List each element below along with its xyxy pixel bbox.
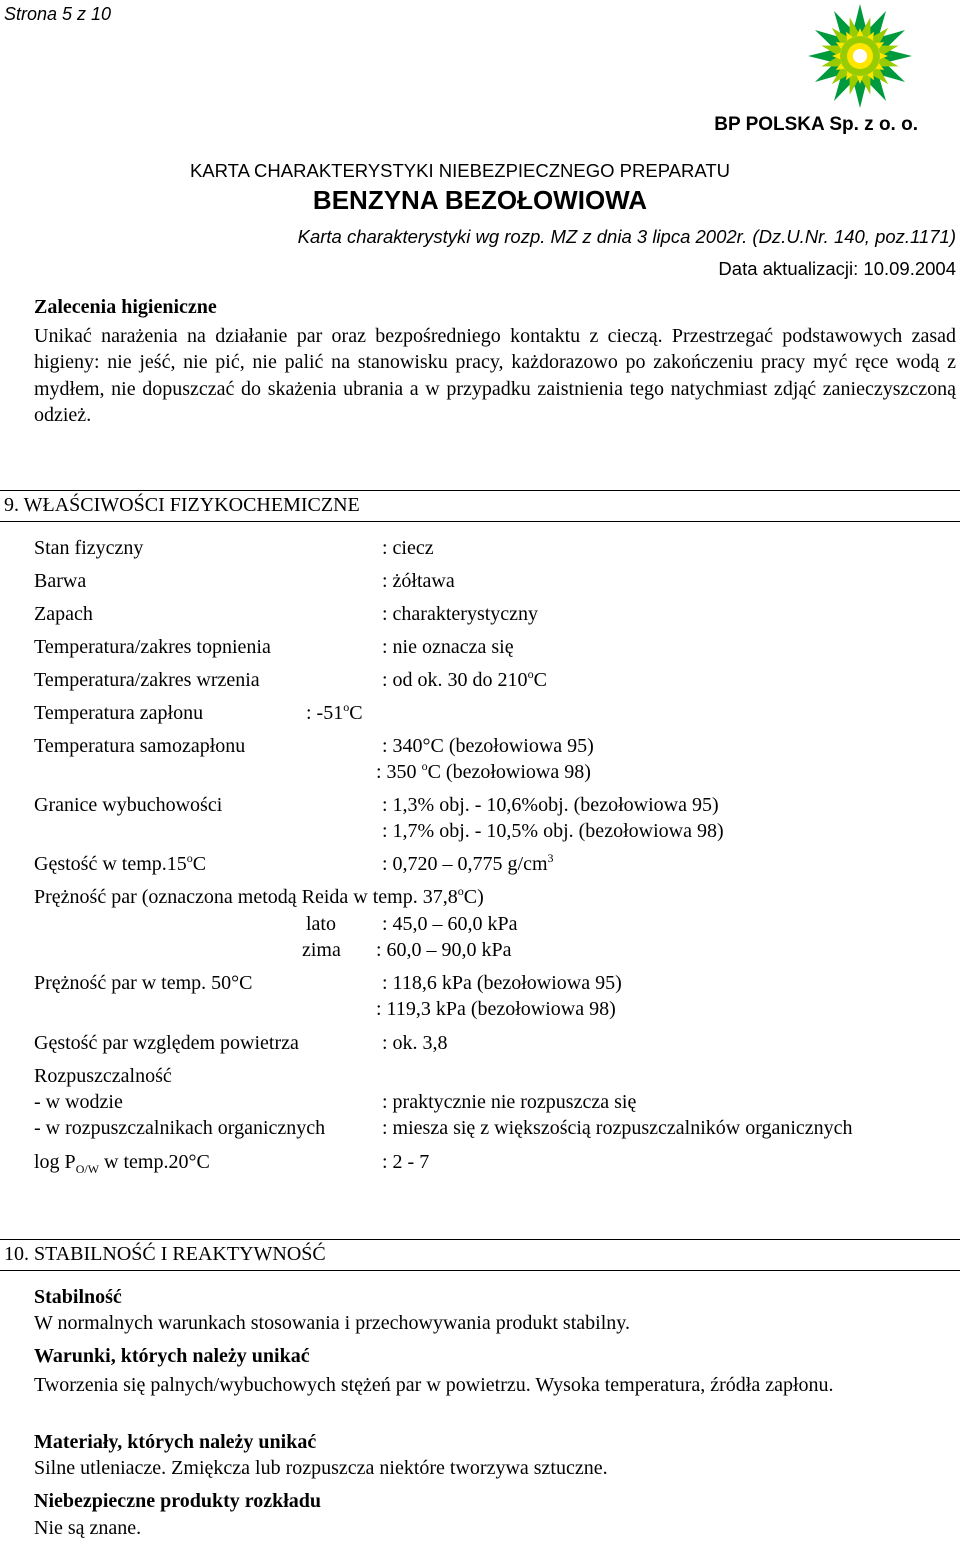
- property-label: Temperatura/zakres wrzenia: [34, 669, 260, 691]
- property-value: : 60,0 – 90,0 kPa: [376, 939, 512, 961]
- property-label: Barwa: [34, 570, 87, 592]
- property-value: : ciecz: [382, 537, 434, 559]
- property-value: : ok. 3,8: [382, 1032, 448, 1054]
- property-value: : nie oznacza się: [382, 636, 514, 658]
- regulation-reference: Karta charakterystyki wg rozp. MZ z dnia 3 lipca 2002r. (Dz.U.Nr. 140, poz.1171): [297, 226, 956, 247]
- hygiene-text: Unikać narażenia na działanie par oraz bezpośredniego kontaktu z cieczą. Przestrzegać podstawowych zasad higieny: nie jeść, nie pić, nie palić na stanowisku pracy, każdorazowo po zakończeniu pracy myć ręce wodą z mydłem, nie dopuszczać do skażenia ubrania a w przypadku zaistnienia tego natychmiast zdjąć zanieczyszczoną odzież.: [34, 325, 956, 426]
- product-name: BENZYNA BEZOŁOWIOWA: [312, 185, 648, 215]
- property-value: : 1,3% obj. - 10,6%obj. (bezołowiowa 95): [382, 794, 719, 816]
- property-value: : 340°C (bezołowiowa 95): [382, 735, 594, 757]
- property-value: : 1,7% obj. - 10,5% obj. (bezołowiowa 98): [382, 820, 724, 842]
- property-value: : 350 $^o$C (bezołowiowa 98): [376, 759, 591, 783]
- section-10-title: 10. STABILNOŚĆ I REAKTYWNOŚĆ: [4, 1243, 326, 1265]
- property-label: Granice wybuchowości: [34, 794, 223, 816]
- property-value: : 118,6 kPa (bezołowiowa 95): [382, 972, 622, 994]
- property-value: : 2 - 7: [382, 1151, 430, 1173]
- property-value: : 0,720 – 0,775 $g/cm^3$: [382, 851, 554, 875]
- avoid-conditions-heading: Warunki, których należy unikać: [34, 1345, 310, 1367]
- property-label: Prężność par w temp. 50°C: [34, 972, 253, 994]
- property-label: $\log P_{O/W}$ w temp.20°C: [34, 1151, 210, 1176]
- section-9-bottom-rule: [0, 521, 960, 522]
- property-label: Rozpuszczalność: [34, 1065, 172, 1087]
- property-label: - w rozpuszczalnikach organicznych: [34, 1117, 326, 1139]
- stability-heading: Stabilność: [34, 1286, 122, 1308]
- property-label: Temperatura/zakres topnienia: [34, 636, 271, 658]
- property-label: zima: [302, 939, 341, 961]
- property-label: Gęstość par względem powietrza: [34, 1032, 299, 1054]
- company-name: BP POLSKA Sp. z o. o.: [714, 114, 918, 135]
- property-value: : -51$^o$C: [306, 700, 363, 724]
- property-value: : charakterystyczny: [382, 603, 539, 625]
- avoid-materials-heading: Materiały, których należy unikać: [34, 1431, 317, 1453]
- property-label: - w wodzie: [34, 1091, 123, 1113]
- property-value: : żółtawa: [382, 570, 455, 592]
- bp-helios-logo-icon: [802, 2, 918, 112]
- property-label: Prężność par (oznaczona metodą Reida w temp. 37,8$^o$C): [34, 884, 484, 908]
- property-label: Temperatura samozapłonu: [34, 735, 246, 757]
- section-9-title: 9. WŁAŚCIWOŚCI FIZYKOCHEMICZNE: [4, 494, 360, 516]
- property-value: : 119,3 kPa (bezołowiowa 98): [376, 998, 616, 1020]
- property-value: : od ok. 30 do 210$^o$C: [382, 667, 547, 691]
- avoid-conditions-text: Tworzenia się palnych/wybuchowych stężeń par w powietrzu. Wysoka temperatura, źródła zapłonu.: [34, 1374, 834, 1396]
- section-9-top-rule: [0, 490, 960, 491]
- document-title: KARTA CHARAKTERYSTYKI NIEBEZPIECZNEGO PREPARATU: [189, 160, 731, 181]
- property-label: Temperatura zapłonu: [34, 702, 204, 724]
- section-10-top-rule: [0, 1239, 960, 1240]
- decomposition-text: Nie są znane.: [34, 1517, 142, 1539]
- section-10-bottom-rule: [0, 1270, 960, 1271]
- page-number: Strona 5 z 10: [4, 4, 112, 24]
- property-value: : miesza się z większością rozpuszczalników organicznych: [382, 1117, 853, 1139]
- property-label: lato: [306, 913, 336, 935]
- avoid-materials-text: Silne utleniacze. Zmiękcza lub rozpuszcza niektóre tworzywa sztuczne.: [34, 1457, 608, 1479]
- hygiene-heading: Zalecenia higieniczne: [34, 296, 217, 318]
- property-label: Gęstość w temp.15$^o$C: [34, 851, 207, 875]
- property-label: Zapach: [34, 603, 93, 625]
- update-date: Data aktualizacji: 10.09.2004: [718, 258, 956, 279]
- stability-text: W normalnych warunkach stosowania i przechowywania produkt stabilny.: [34, 1312, 630, 1334]
- property-label: Stan fizyczny: [34, 537, 144, 559]
- property-value: : praktycznie nie rozpuszcza się: [382, 1091, 637, 1113]
- decomposition-heading: Niebezpieczne produkty rozkładu: [34, 1490, 322, 1512]
- property-value: : 45,0 – 60,0 kPa: [382, 913, 518, 935]
